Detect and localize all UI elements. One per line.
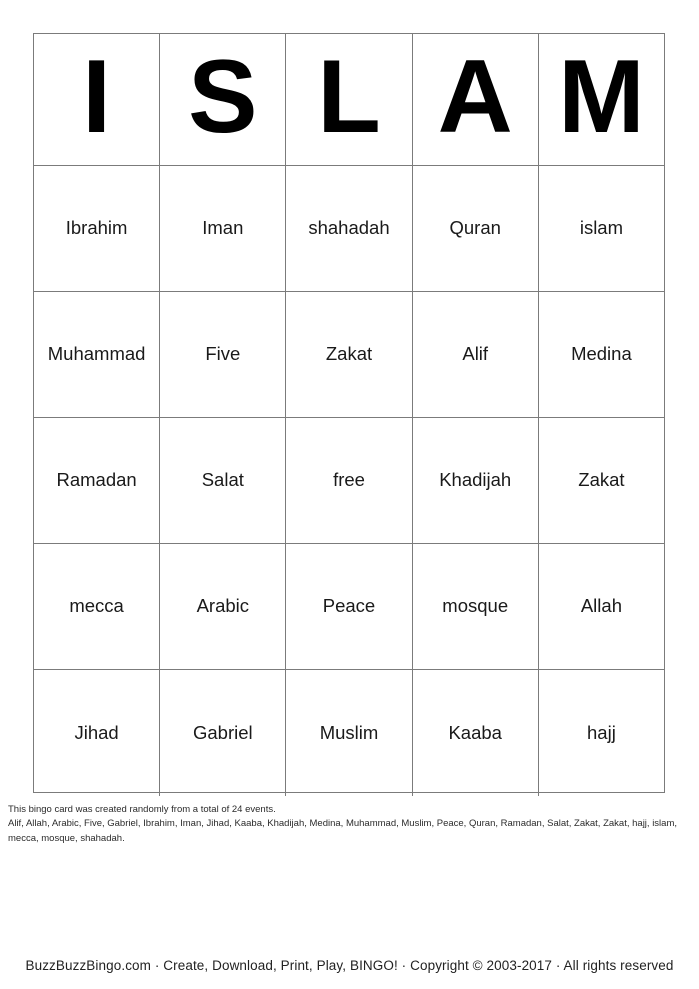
header-letter-1: I	[34, 34, 160, 165]
header-letter-2: S	[160, 34, 286, 165]
card-note-word-list: Alif, Allah, Arabic, Five, Gabriel, Ibrahim, Iman, Jihad, Kaaba, Khadijah, Medina, Muhammad, Muslim, Peace, Quran, Ramadan, Salat, Zakat, Zakat, hajj, islam, mecca, mosque, shahadah.	[8, 818, 677, 844]
bingo-cell-r2c5[interactable]: Medina	[571, 343, 632, 365]
bingo-card-grid	[33, 33, 665, 793]
bingo-cell-r5c3[interactable]: Muslim	[286, 670, 412, 796]
bingo-cell-r4c3[interactable]: Peace	[286, 544, 412, 669]
bingo-row-4	[34, 544, 664, 670]
bingo-cell-r5c1[interactable]: Jihad	[34, 670, 160, 796]
bingo-cell-r3c4[interactable]: Khadijah	[413, 418, 539, 543]
bingo-cell-r2c2[interactable]: Five	[160, 292, 286, 417]
header-letter-3: L	[286, 34, 412, 165]
bingo-row-2	[34, 292, 664, 418]
bingo-cell-r4c1[interactable]: mecca	[34, 544, 160, 669]
bingo-row-3	[34, 418, 664, 544]
card-note	[8, 803, 684, 846]
bingo-cell-r3c2[interactable]: Salat	[160, 418, 286, 543]
bingo-cell-r5c4[interactable]: Kaaba	[413, 670, 539, 796]
bingo-row-5	[34, 670, 664, 796]
bingo-cell-r4c4[interactable]: mosque	[413, 544, 539, 669]
header-letter-4: A	[413, 34, 539, 165]
bingo-cell-r5c2[interactable]: Gabriel	[160, 670, 286, 796]
bingo-cell-r1c4[interactable]: Quran	[413, 166, 539, 291]
bingo-cell-r4c5[interactable]: Allah	[580, 595, 622, 617]
bingo-cell-r1c5[interactable]: islam	[579, 217, 623, 239]
bingo-cell-r5c5[interactable]: hajj	[587, 721, 616, 743]
bingo-cell-free-space[interactable]: free	[286, 418, 412, 543]
bingo-header-row	[34, 34, 664, 166]
header-letter-5: M	[558, 38, 645, 155]
page-footer: BuzzBuzzBingo.com · Create, Download, Print, Play, BINGO! · Copyright © 2003-2017 · All rights reserved	[25, 958, 674, 973]
bingo-cell-r1c2[interactable]: Iman	[160, 166, 286, 291]
bingo-cell-r3c1[interactable]: Ramadan	[34, 418, 160, 543]
bingo-cell-r1c3[interactable]: shahadah	[286, 166, 412, 291]
bingo-cell-r2c3[interactable]: Zakat	[286, 292, 412, 417]
bingo-cell-r4c2[interactable]: Arabic	[160, 544, 286, 669]
bingo-cell-r2c1[interactable]: Muhammad	[34, 292, 160, 417]
bingo-cell-r2c4[interactable]: Alif	[413, 292, 539, 417]
bingo-cell-r1c1[interactable]: Ibrahim	[34, 166, 160, 291]
bingo-cell-r3c5[interactable]: Zakat	[578, 469, 625, 491]
bingo-row-1	[34, 166, 664, 292]
card-note-summary: This bingo card was created randomly from a total of 24 events.	[8, 804, 276, 815]
